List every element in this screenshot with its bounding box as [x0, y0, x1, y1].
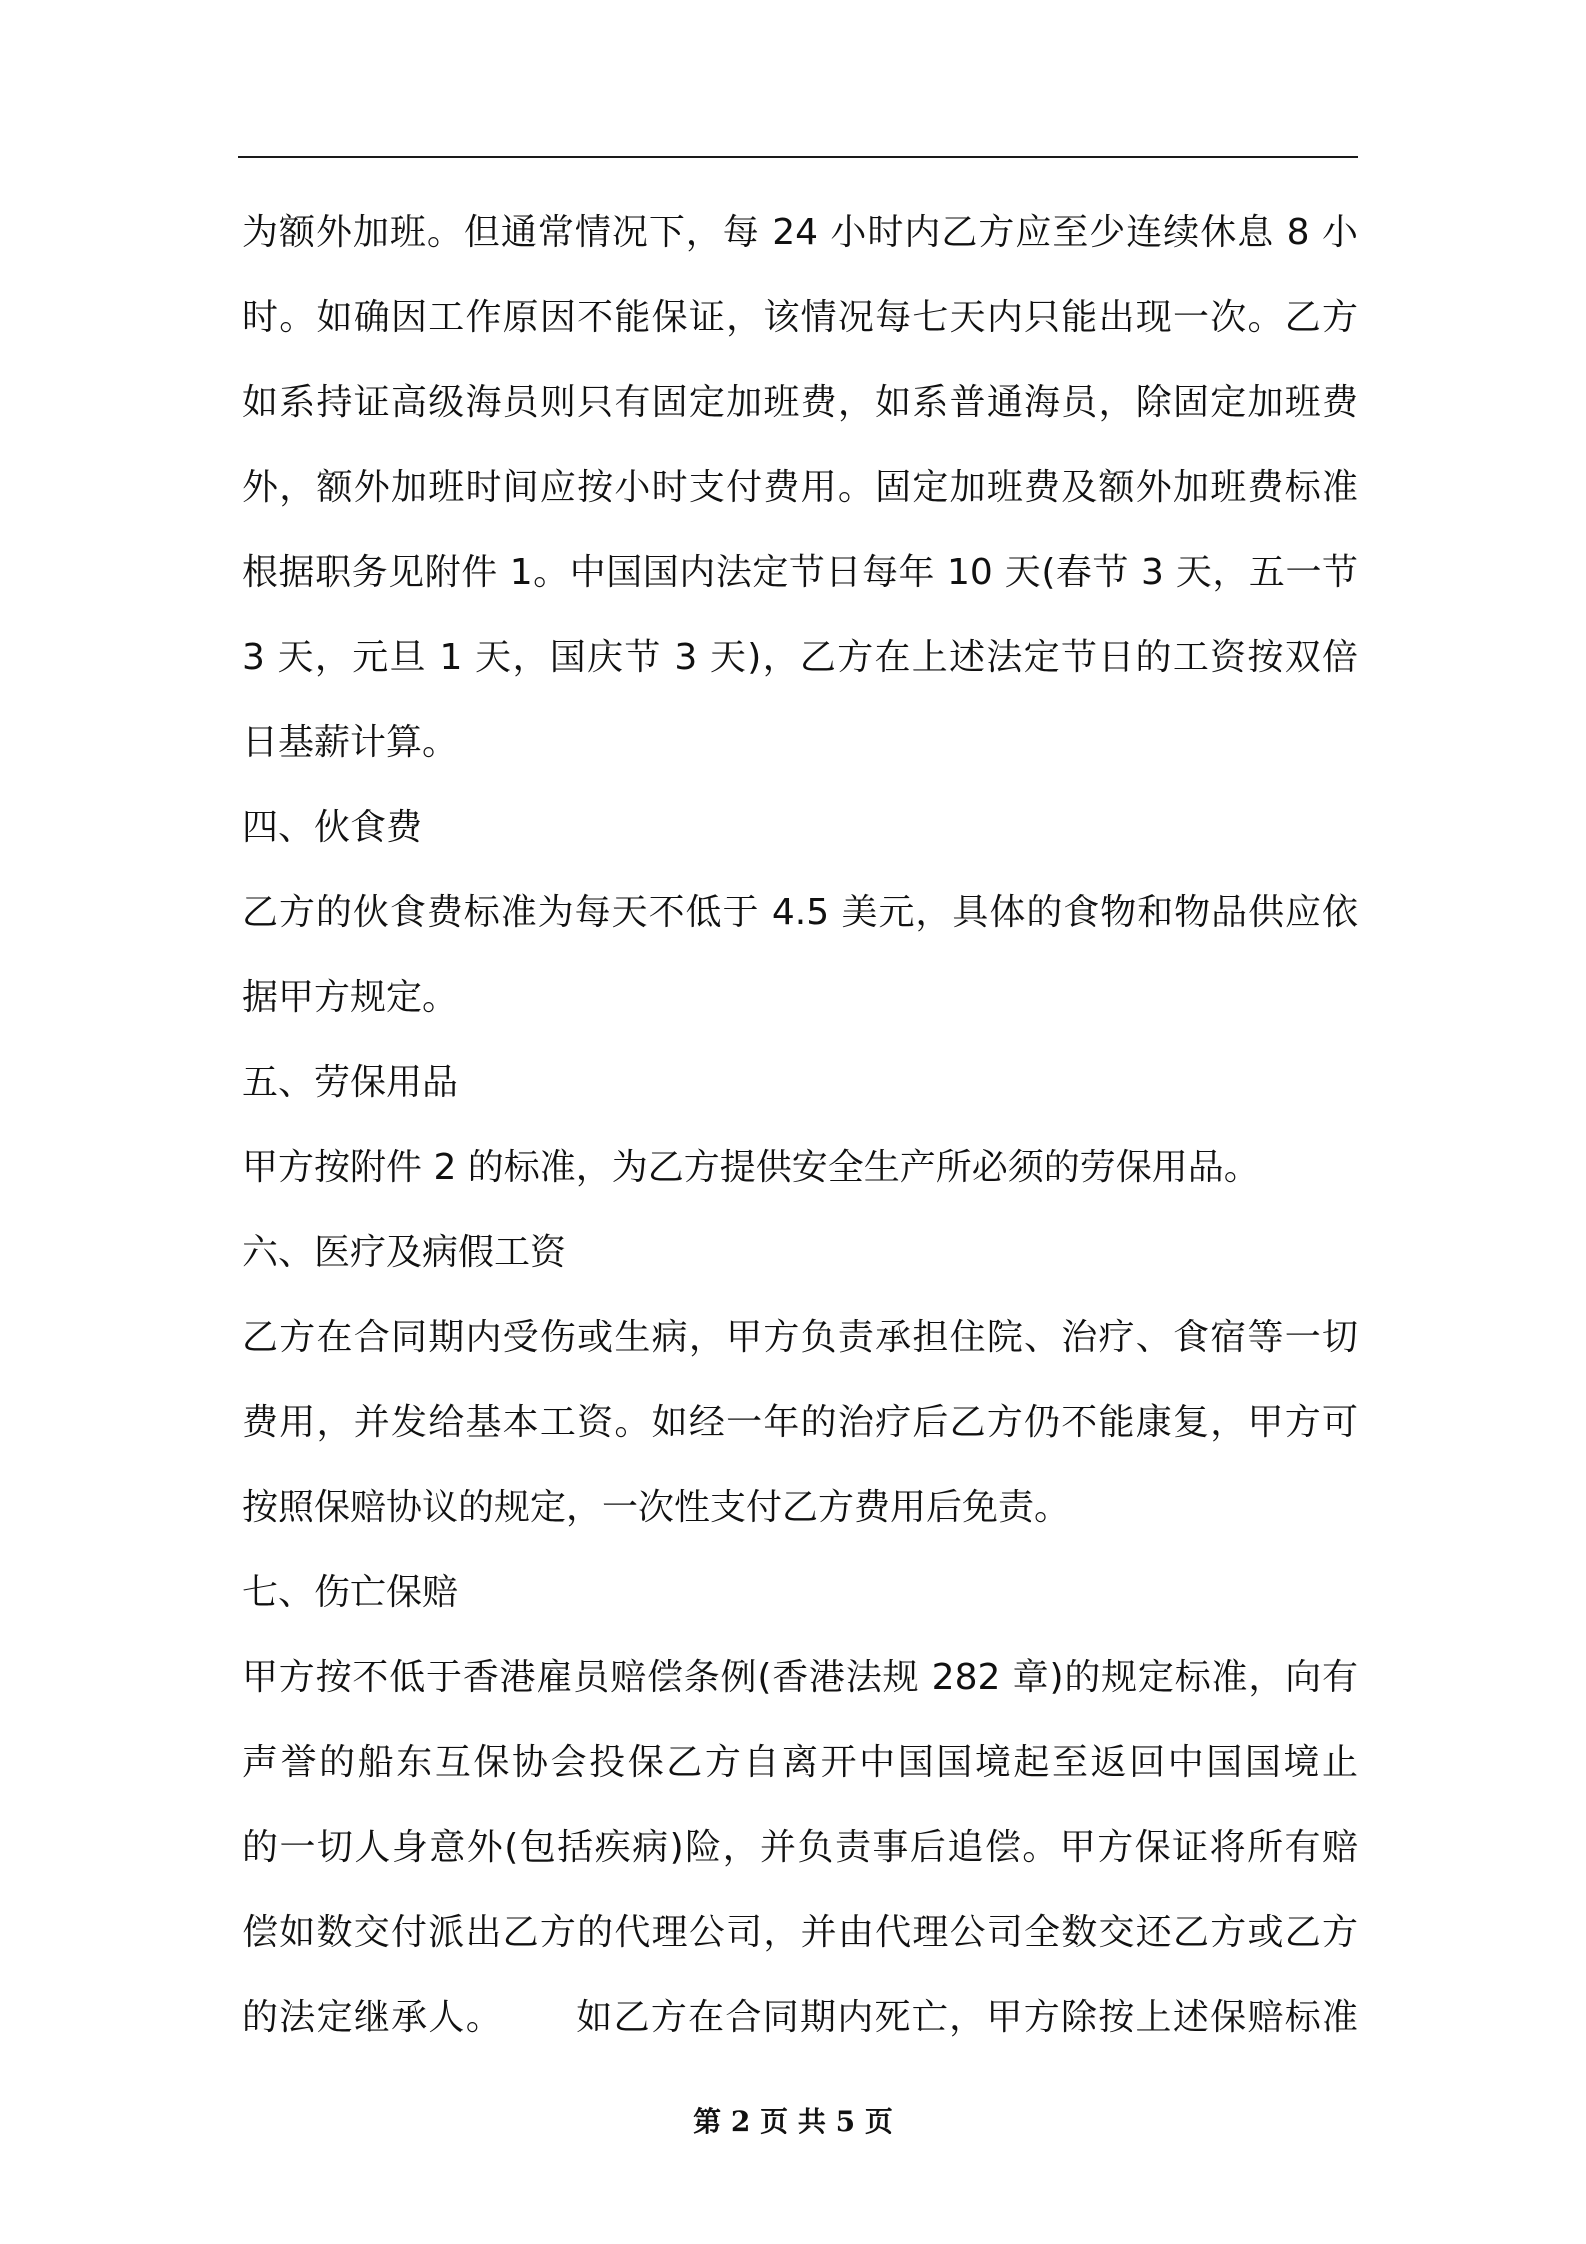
text-line: 乙方在合同期内受伤或生病，甲方负责承担住院、治疗、食宿等一切 [242, 1317, 1358, 1358]
page-footer: 第 2 页 共 5 页 [693, 2105, 893, 2138]
text-line: 根据职务见附件 1。中国国内法定节日每年 10 天(春节 3 天，五一节 [242, 552, 1358, 593]
document-body [242, 190, 1358, 2060]
text-line: 甲方按不低于香港雇员赔偿条例(香港法规 282 章)的规定标准，向有 [242, 1657, 1358, 1698]
paragraph-lines [242, 190, 1358, 1975]
text-line: 四、伙食费 [242, 807, 423, 848]
text-line-last [242, 1975, 1358, 2060]
text-line-last-part2: 如乙方在合同期内死亡，甲方除按上述保赔标准 [575, 1997, 1358, 2038]
text-line: 如系持证高级海员则只有固定加班费，如系普通海员，除固定加班费 [242, 382, 1358, 423]
text-line: 为额外加班。但通常情况下，每 24 小时内乙方应至少连续休息 8 小 [242, 212, 1358, 253]
text-line: 声誉的船东互保协会投保乙方自离开中国国境起至返回中国国境止 [242, 1742, 1358, 1783]
text-line: 外，额外加班时间应按小时支付费用。固定加班费及额外加班费标准 [242, 467, 1358, 508]
text-line: 五、劳保用品 [242, 1062, 459, 1103]
text-line: 时。如确因工作原因不能保证，该情况每七天内只能出现一次。乙方 [242, 297, 1358, 338]
text-line: 费用，并发给基本工资。如经一年的治疗后乙方仍不能康复，甲方可 [242, 1402, 1358, 1443]
text-line: 的一切人身意外(包括疾病)险，并负责事后追偿。甲方保证将所有赔 [242, 1827, 1358, 1868]
text-line: 日基薪计算。 [242, 722, 459, 763]
text-line: 七、伤亡保赔 [242, 1572, 459, 1613]
text-line-last-part1: 的法定继承人。 [242, 1997, 503, 2038]
text-line: 3 天，元旦 1 天，国庆节 3 天)，乙方在上述法定节日的工资按双倍 [242, 637, 1358, 678]
text-line: 六、医疗及病假工资 [242, 1232, 567, 1273]
text-line: 甲方按附件 2 的标准，为乙方提供安全生产所必须的劳保用品。 [242, 1147, 1260, 1188]
text-line: 按照保赔协议的规定，一次性支付乙方费用后免责。 [242, 1487, 1071, 1528]
text-line: 乙方的伙食费标准为每天不低于 4.5 美元，具体的食物和物品供应依 [242, 892, 1358, 933]
text-line: 偿如数交付派出乙方的代理公司，并由代理公司全数交还乙方或乙方 [242, 1912, 1358, 1953]
header-rule [238, 156, 1358, 158]
text-line: 据甲方规定。 [242, 977, 459, 1018]
